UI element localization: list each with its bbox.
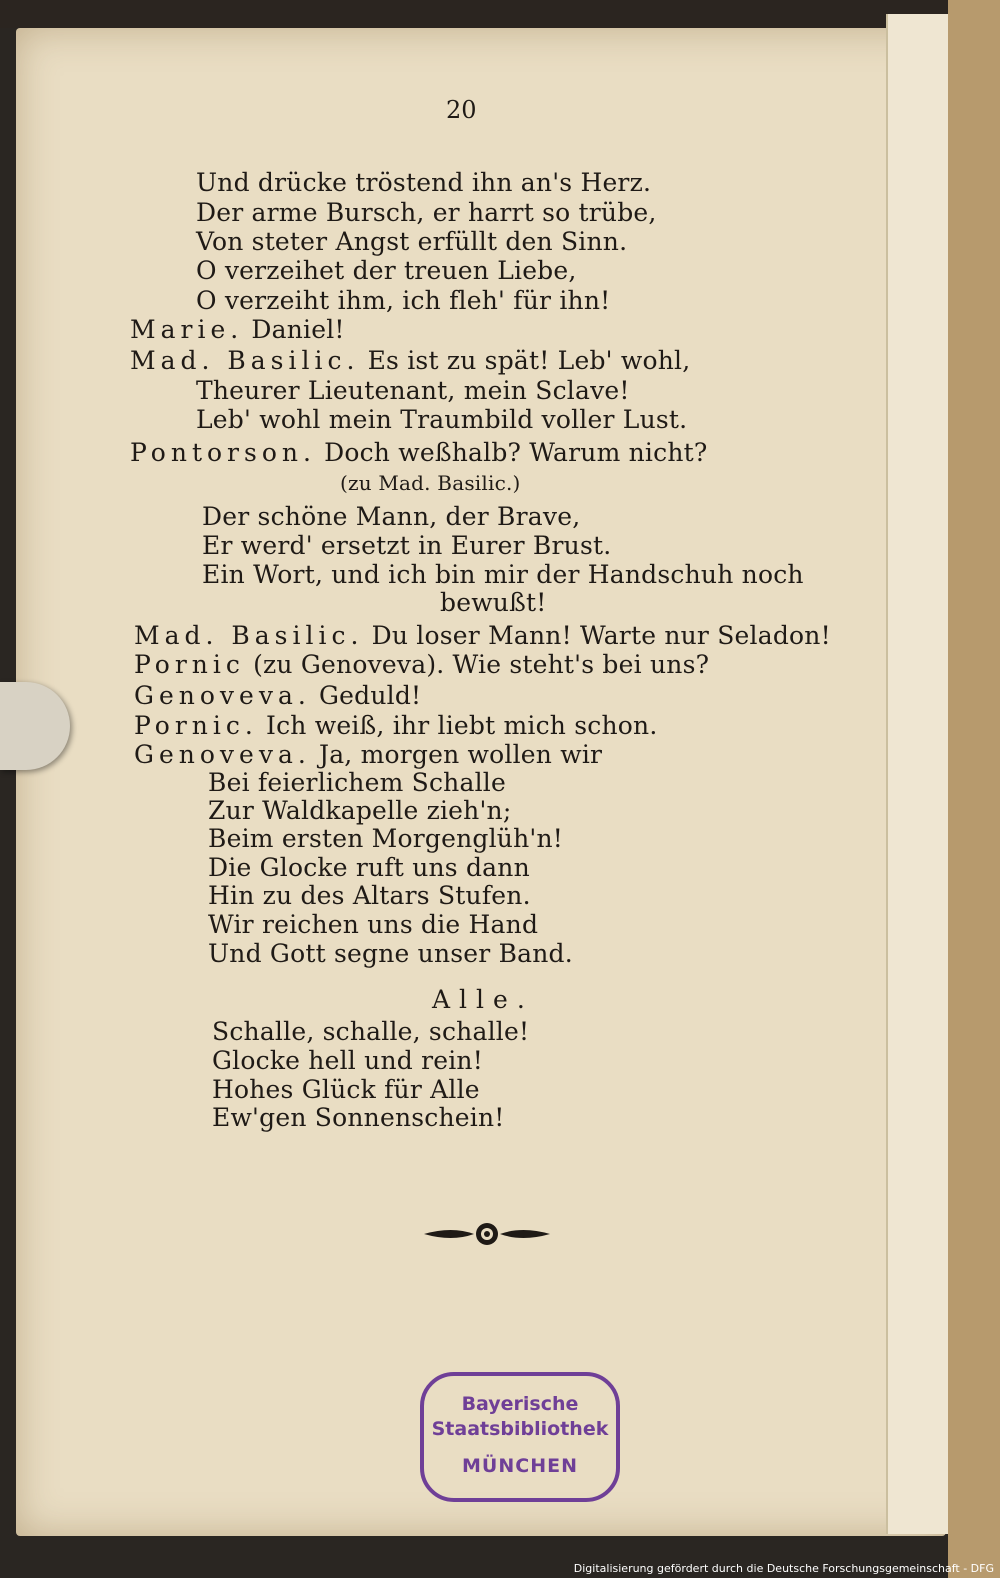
text-line: Die Glocke ruft uns dann	[208, 853, 530, 882]
text-line: Von steter Angst erfüllt den Sinn.	[196, 227, 628, 256]
text-line: Theurer Lieutenant, mein Sclave!	[196, 376, 630, 405]
speaker: Genoveva.	[134, 681, 311, 710]
speaker: Pornic	[134, 650, 245, 679]
text-line: Schalle, schalle, schalle!	[212, 1017, 530, 1046]
digitization-footer: Digitalisierung gefördert durch die Deutsche Forschungsgemeinschaft - DFG	[573, 1562, 994, 1575]
text-line: Der arme Bursch, er harrt so trübe,	[196, 198, 657, 227]
text-line: Leb' wohl mein Traumbild voller Lust.	[196, 405, 688, 434]
speaker: Mad. Basilic.	[130, 346, 360, 375]
text-line: bewußt!	[440, 588, 547, 617]
text-line: Und drücke tröstend ihn an's Herz.	[196, 168, 652, 197]
text-line: Hohes Glück für Alle	[212, 1075, 480, 1104]
stage-direction: (zu Mad. Basilic.)	[340, 471, 521, 495]
stamp-line: MÜNCHEN	[462, 1455, 578, 1477]
text-line: Er werd' ersetzt in Eurer Brust.	[202, 531, 612, 560]
page-number: 20	[446, 96, 477, 124]
ornament-divider	[422, 1220, 552, 1248]
text-line: Ew'gen Sonnenschein!	[212, 1103, 505, 1132]
speaker: Mad. Basilic.	[134, 621, 364, 650]
speaker: Marie.	[130, 315, 244, 344]
stamp-line: Bayerische	[461, 1393, 579, 1415]
text-line: Glocke hell und rein!	[212, 1046, 483, 1075]
dialogue-line: Pornic. Ich weiß, ihr liebt mich schon.	[134, 711, 658, 740]
dialogue-line: Pontorson. Doch weßhalb? Warum nicht?	[130, 438, 708, 467]
dialogue-line: Marie. Daniel!	[130, 315, 345, 344]
text-line: Wir reichen uns die Hand	[208, 910, 539, 939]
text-line: Zur Waldkapelle zieh'n;	[208, 796, 512, 825]
speaker: Genoveva.	[134, 740, 311, 769]
text-line: Ein Wort, und ich bin mir der Handschuh noch	[202, 560, 804, 589]
section-heading: Alle.	[432, 985, 534, 1014]
text-line: O verzeiht ihm, ich fleh' für ihn!	[196, 286, 611, 315]
dialogue-line: Genoveva. Ja, morgen wollen wir	[134, 740, 603, 769]
speaker: Pornic.	[134, 711, 258, 740]
text-line: Der schöne Mann, der Brave,	[202, 502, 581, 531]
text-line: Und Gott segne unser Band.	[208, 939, 573, 968]
library-stamp	[420, 1372, 620, 1502]
dialogue-line: Mad. Basilic. Es ist zu spät! Leb' wohl,	[130, 346, 691, 375]
dialogue-line: Genoveva. Geduld!	[134, 681, 422, 710]
text-line: Bei feierlichem Schalle	[208, 768, 506, 797]
dialogue-line: Mad. Basilic. Du loser Mann! Warte nur Seladon!	[134, 621, 831, 650]
dialogue-line: Pornic (zu Genoveva). Wie steht's bei uns?	[134, 650, 710, 679]
speaker: Pontorson.	[130, 438, 316, 467]
text-line: Hin zu des Altars Stufen.	[208, 881, 531, 910]
text-line: Beim ersten Morgenglüh'n!	[208, 824, 563, 853]
stamp-line: Staatsbibliothek	[431, 1418, 609, 1440]
text-line: O verzeihet der treuen Liebe,	[196, 256, 577, 285]
